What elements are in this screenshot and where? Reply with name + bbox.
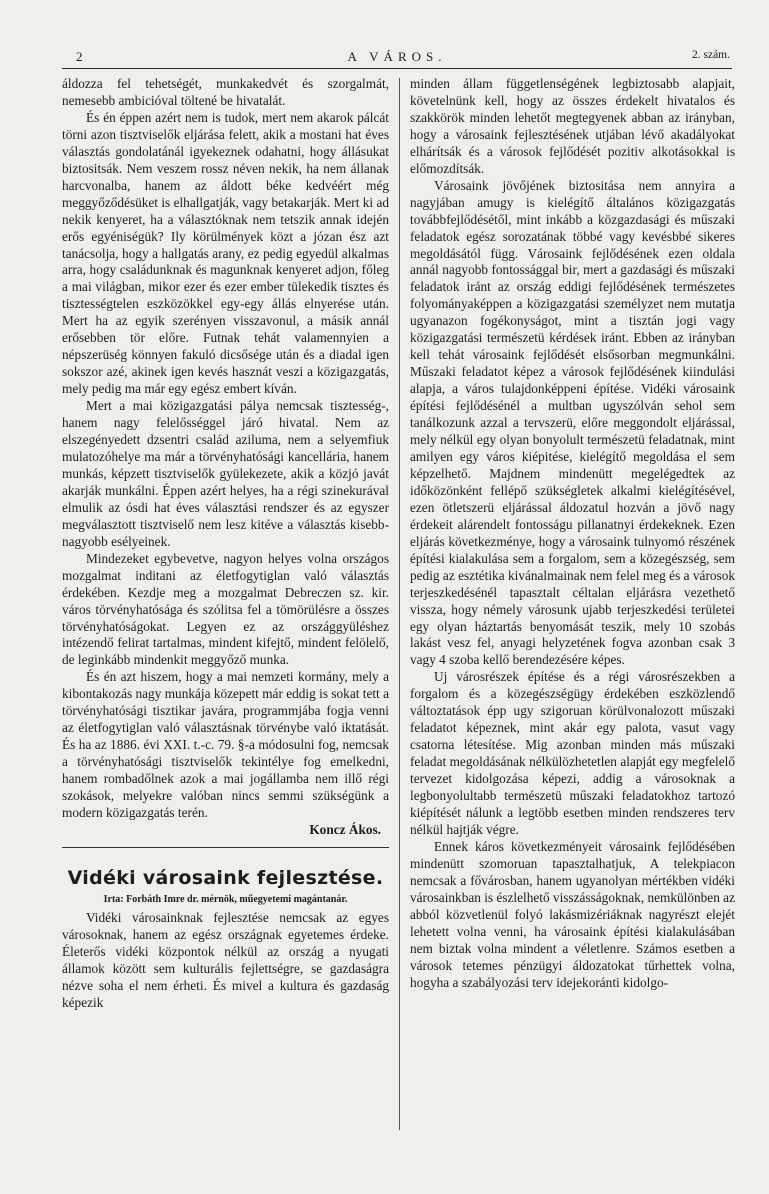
masthead: A VÁROS. xyxy=(347,49,447,64)
paragraph: És én azt hiszem, hogy a mai nemzeti kormány, mely a kibontakozás nagy munkája közepett már eddig is sokat tett a törvényhatósági tisztikar javára, programmjába fogja venni az életfogytiglan való választásnak törvénybe való iktatását. És ha az 1886. évi XXI. t.-c. 79. §-a módosulni fog, nemcsak a törvényhatósági tisztviselők tekintélye fog emelkedni, hanem rombadőlnek azok a mai jogállamba nem illő régi szokások, melyekre valóban nincs semmi szükségünk a modern közigazgatás terén. xyxy=(62,669,389,820)
page-header xyxy=(62,46,732,69)
article-divider xyxy=(62,847,389,848)
paragraph: minden állam függetlenségének legbiztosabb alapjait, követelnünk kell, hogy az összes érdekelt hivatalos és szakkörök minden lehetőt megtegyenek abban az irányban, hogy a városaink fejlesztésének utjában lévő akadályokat elhárítsák és a városok fejlődését pozitiv alkotásokkal is előmozdítsák. xyxy=(410,76,735,176)
right-column xyxy=(410,76,735,991)
paragraph: Vidéki városainknak fejlesztése nemcsak az egyes városoknak, hanem az egész országnak egyetemes érdeke. Életerős vidéki központok nélkül az ország a nyugati államok között sem kulturális fejlettségre, se gazdaságra nézve soha el nem érheti. És mivel a kultura és gazdaság képezik xyxy=(62,909,389,1010)
paragraph: Városaink jövőjének biztositása nem annyira a nagyjában amugy is kielégítő általános közigazgatás továbbfejlődésétől, mint inkább a közgazdasági és műszaki feladatok egész sorozatának többé vagy kevésbbé sikeres megoldásától függ. Városaink fejlődésének ezen oldala annál nagyobb fontossággal bir, mert a gazdasági és műszaki feladatok iránt az ország eddigi fejlődésének természetes folyományaképpen a közigazgatási személyzet nem mutatja ugyanazon fogékonyságot, mint a tisztán jogi vagy közigazgatási természetü kérdések iránt. Ebben az irányban kell tehát városaink fejlődését elsősorban megmunkálni. Műszaki feladatot képez a városok fejlődésének kiindulási alapja, a város tulajdonképpeni építése. Vidéki városaink építési fejlődésénél a multban ugyszólván sehol sem tanálkozunk azzal a tervszerü, előre meggondolt eljárással, mely nélkül egy olyan bonyolult természetü feladatnak, mint amilyen egy város kiépitése, kielégítő megoldása el sem képzelhető. Majdnem mindenütt megelégedtek az időközönként fellépő szükségletek alkalmi kielégítésével, ezen ötletszerü eljárással áldozatul hozván a jövő nagy érdekeit alárendelt fontosságu pillanatnyi érdekeknek. Ezen eljárás következménye, hogy a városaink tulnyomó részének építési kialakulása sem a forgalom, sem a közegészség, sem pedig az esztétika kivánalmainak nem felel meg és a városok terjeszkedésénél tapasztalt céltalan eljárásra vezethető vissza, hogy némely városunk ujabb terjeszkedési területei egy olyan háztartás benyomását teszik, mely 10 szobás lakást vesz fel, anyagi helyzetének fogva azonban csak 3 vagy 4 szoba kellő berendezésére képes. xyxy=(410,177,735,668)
author-signature: Koncz Ákos. xyxy=(309,821,381,837)
paragraph: Ennek káros következményeit városaink fejlődésében mindenütt szomoruan tapasztalhatjuk, A telekpiacon nemcsak a fővárosban, hanem ugyanolyan mértékben vidéki városainkban is észlelhető visszásságoknak, nemkülönben az abból közvetlenül folyó lakásmizériáknak nagyrészt elejét lehetett volna venni, ha városaink építési kialakulásában nem biztak volna mindent a véletlenre. Számos esetben a városok tetemes pénzügyi áldozatokat tűrhettek volna, hogyha a szabályozási terv idejekoránti kidolgo- xyxy=(410,838,735,990)
paragraph: Mert a mai közigazgatási pálya nemcsak tisztesség-, hanem nagy felelősséggel járó hivatal. Nem az elszegényedett dzsentri család aziluma, nem a selyemfiuk mulatozóhelye ma már a törvényhatósági kancellária, hanem munkás, képzett tisztviselők gyülekezete, akik a közjó javát akarják munkálni. Éppen azért helyes, ha a régi szinekurával elmulik az ósdi hat éves választási rendszer és az egyszer megválasztott tisztviselő nem lesz kitéve a választás kisebb-nagyobb esélyeinek. xyxy=(62,398,389,549)
paragraph: áldozza fel tehetségét, munkakedvét és szorgalmát, nemesebb ambicióval töltené be hivatalát. xyxy=(62,76,389,108)
paragraph: Mindezeket egybevetve, nagyon helyes volna országos mozgalmat inditani az életfogytiglan való választás érdekében. Kezdje meg a mozgalmat Debreczen sz. kir. város törvényhatósága és szólitsa fel a tömörülésre a összes törvényhatóságokat. Legyen ez az országgyüléshez intézendő felirat tartalmas, mindent kifejtő, mindent felölelő, de leginkább mindenkit meggyőző munka. xyxy=(62,550,389,668)
issue-number: 2. szám. xyxy=(691,49,730,61)
article-title: Vidéki városaink fejlesztése. xyxy=(67,866,384,889)
article-byline: Irta: Forbáth Imre dr. mérnök, műegyetemi magántanár. xyxy=(103,893,348,905)
paragraph: Uj városrészek építése és a régi városrészekben a forgalom és a közegészségügy érdekében eszközlendő változtatások épp ugy szigoruan körülvonalozott műszaki feladatot képeznek, mint akár egy palota, vasut vagy csatorna létesítése. Mig azonban minden más műszaki feladat megoldásának nélkülözhetetlen alapját egy megfelelő tervezet kidolgozása képezi, addig a városoknak a legbonyolultabb természetü műszaki feladatokhoz tartozó kiépítését nálunk a legtöbb esetben minden rendszeres terv nélkül hajtják végre. xyxy=(410,669,735,837)
page-number: 2 xyxy=(76,49,83,64)
paragraph: És én éppen azért nem is tudok, mert nem akarok pálcát törni azon tisztviselők eljárása felett, akik a mostani hat éves választás gondolatánál igyekeznek odahatni, hogy állásukat biztositsák. Nem veszem rossz néven nekik, ha nem állanak harcvonalba, hanem az áldott béke kedvéért még meggyőződésüket is elhallgatják, vagy betakarják. Mert ki ad nekik kenyeret, ha a választóknak nem tetszik annak idején erős egyéniségük? Ily körülmények közt a józan ész azt tanácsolja, hogy a hallgatás arany, ez pedig egyedül alkalmas arra, hogy családunknak és magunknak kenyeret adjon, főleg a mai világban, mikor ezer és ezer ember tülekedik tisztes és tisztességtelen eszközökkel egy-egy állás elnyerése után. Mert ha az egyik szerényen visszavonul, a másik annál erősebben tör előre. Futnak tehát valamennyien a népszerüség könnyen fakuló dicsősége után és a diadal igen sokszor azé, akinek igen kevés hasznát veszi a közigazgatás, mely pedig ma már egy egész embert kíván. xyxy=(62,109,389,397)
column-divider xyxy=(399,78,400,1130)
left-column xyxy=(62,76,389,1012)
